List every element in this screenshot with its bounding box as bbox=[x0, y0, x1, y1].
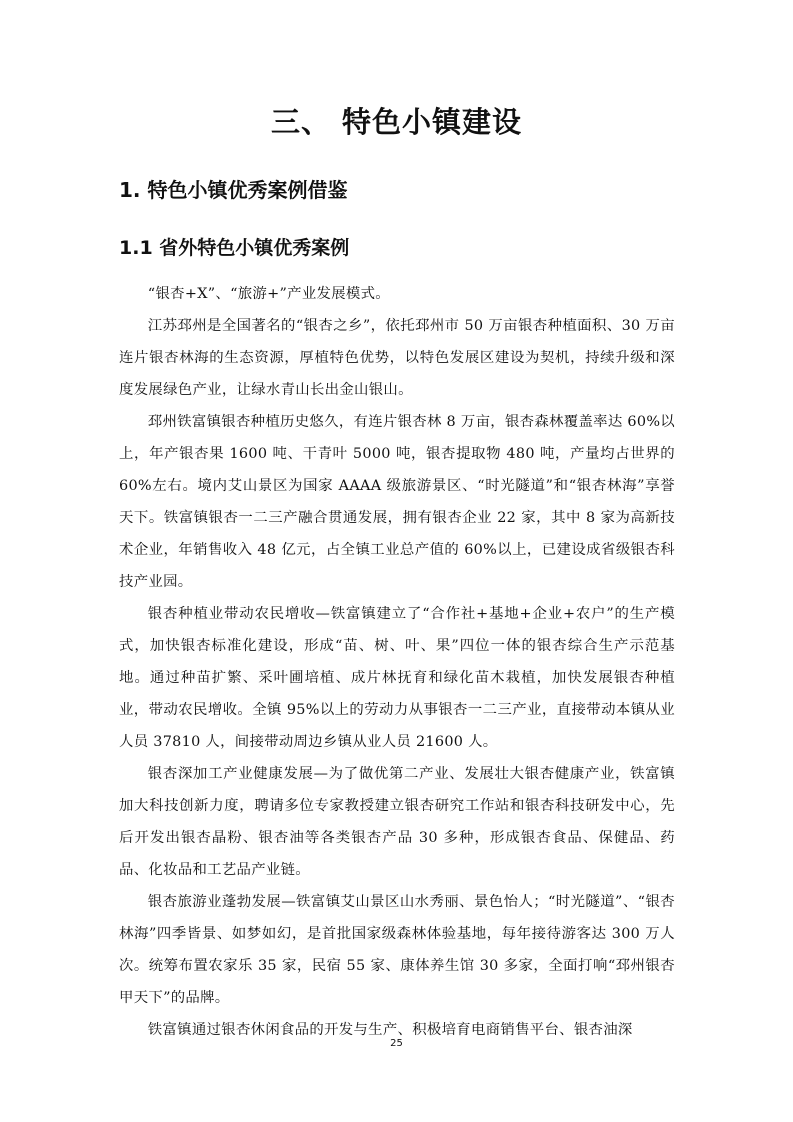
section-heading: 1. 特色小镇优秀案例借鉴 bbox=[119, 178, 348, 202]
paragraph-tourism-industry: 银杏旅游业蓬勃发展—铁富镇艾山景区山水秀丽、景色怡人；“时光隧道”、“银杏林海”四季皆景、如梦如幻，是首批国家级森林体验基地，每年接待游客达 300 万人次。统筹布置农家乐 35 家，民宿 55 家、康体养生馆 30 多家，全面打响“邳州银杏甲天下”的品牌。 bbox=[119, 894, 675, 1006]
paragraph-continued: 铁富镇通过银杏休闲食品的开发与生产、积极培育电商销售平台、银杏油深 bbox=[147, 1022, 633, 1038]
paragraph-tiefu-history: 邳州铁富镇银杏种植历史悠久，有连片银杏林 8 万亩，银杏森林覆盖率达 60%以上，年产银杏果 1600 吨、干青叶 5000 吨，银杏提取物 480 吨，产量均占世界的 60%左右。境内艾山景区为国家 AAAA 级旅游景区、“时光隧道”和“银杏林海”享誉天下。铁富镇银杏一二三产融合贯通发展，拥有银杏企业 22 家，其中 8 家为高新技术企业，年销售收入 48 亿元，占全镇工业总产值的 60%以上，已建设成省级银杏科技产业园。 bbox=[119, 414, 675, 590]
paragraph-pizhou-overview: 江苏邳州是全国著名的“银杏之乡”，依托邳州市 50 万亩银杏种植面积、30 万亩连片银杏林海的生态资源，厚植特色优势，以特色发展区建设为契机，持续升级和深度发展绿色产业，让绿水青山长出金山银山。 bbox=[119, 318, 675, 398]
body-text bbox=[119, 278, 675, 1046]
subsection-heading: 1.1 省外特色小镇优秀案例 bbox=[119, 237, 350, 259]
paragraph-processing-industry: 银杏深加工产业健康发展—为了做优第二产业、发展壮大银杏健康产业，铁富镇加大科技创新力度，聘请多位专家教授建立银杏研究工作站和银杏科技研发中心，先后开发出银杏晶粉、银杏油等各类银杏产品 30 多种，形成银杏食品、保健品、药品、化妆品和工艺品产业链。 bbox=[119, 766, 675, 878]
paragraph-planting-industry: 银杏种植业带动农民增收—铁富镇建立了“合作社+基地+企业+农户”的生产模式，加快银杏标准化建设，形成“苗、树、叶、果”四位一体的银杏综合生产示范基地。通过种苗扩繁、采叶圃培植、成片林抚育和绿化苗木栽植，加快发展银杏种植业，带动农民增收。全镇 95%以上的劳动力从事银杏一二三产业，直接带动本镇从业人员 37810 人，间接带动周边乡镇从业人员 21600 人。 bbox=[119, 606, 675, 750]
paragraph-intro: “银杏+X”、“旅游+”产业发展模式。 bbox=[147, 286, 390, 302]
chapter-title: 三、 特色小镇建设 bbox=[270, 105, 523, 139]
page-number: 25 bbox=[390, 1038, 403, 1049]
